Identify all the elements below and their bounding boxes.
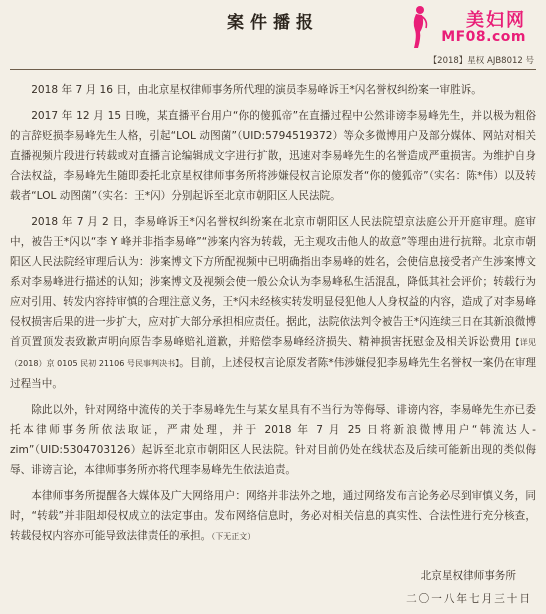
reminder-text: 本律师事务所提醒各大媒体及广大网络用户：网络并非法外之地，通过网络发布言论务必尽到审慎义务，同时，“转载”并非阻却侵权成立的法定事由。发布网络信息时，务必对相关信息的真实性、合法性进行充分核查，转载侵权内容亦可能导致法律责任的承担。 <box>10 490 536 542</box>
no-more-text-note: （下无正文） <box>211 532 256 541</box>
trial-text: 2018 年 7 月 2 日，李易峰诉王*闪名誉权纠纷案在北京市朝阳区人民法院望京法庭公开开庭审理。庭审中，被告王*闪以“李 Y 峰并非指李易峰”“涉案内容为转载，无主观攻击他人的故意”等理由进行抗辩。北京市朝阳区人民法院经审理后认为：涉案博文下方所配视频中已明确指出李易峰的姓名，会使信息接受者产生涉案博文系对李易峰进行描述的认知；涉案博文及视频会使一般公众认为李易峰私生活混乱，降低其社会评价；转载行为应对引用、转发内容持审慎的合理注意义务，王*闪未经核实转发明显侵犯他人人身权益的内容，造成了对李易峰侵权损害后果的进一步扩大，应对扩大部分承担相应责任。据此，法院依法判令被告王*闪连续三日在其新浪微博首页置顶发表致歉声明向原告李易峰赔礼道歉，并赔偿李易峰经济损失、精神损害抚慰金及相关诉讼费用 <box>10 216 536 348</box>
trial-text-end: 。目前，上述侵权言论原发者陈*伟涉嫌侵犯李易峰先生名誉权一案仍在审理过程当中。 <box>10 357 536 390</box>
paragraph-background: 2017 年 12 月 15 日晚，某直播平台用户“你的傻狐帝”在直播过程中公然诽谤李易峰先生，并以极为粗俗的言辞贬损李易峰先生人格，引起“LOL 动图菌”（UID:5794519372）等众多微博用户及部分媒体、网站对相关直播视频片段进行转载或对直播言论编辑成文字进行扩散，迅速对李易峰先生的名誉造成严重损害。为维护自身合法权益，李易峰先生随即委托北京星权律师事务所将涉嫌侵权言论原发者“你的傻狐帝”（实名：陈*伟）以及转载者“LOL 动图菌”（实名：王*闪）分别起诉至北京市朝阳区人民法院。 <box>10 110 536 202</box>
case-reference: 【详见（2018）京 0105 民初 21106 号民事判决书】 <box>10 338 537 368</box>
header-divider <box>10 69 536 70</box>
logo-text-domain: MF08.com <box>441 29 526 45</box>
announcement-body <box>10 80 536 553</box>
issue-date: 二〇一八年七月三十日 <box>406 593 532 605</box>
page-title: 案件播报 <box>227 13 319 33</box>
logo-text-main: 美妇网 <box>466 10 526 31</box>
law-firm-signature: 北京星权律师事务所 <box>420 570 516 582</box>
paragraph-trial <box>10 212 536 394</box>
paragraph-verdict: 2018 年 7 月 16 日，由北京星权律师事务所代理的演员李易峰诉王*闪名誉权纠纷案一审胜诉。 <box>31 84 482 96</box>
paragraph-other-actions: 除此以外，针对网络中流传的关于李易峰先生与某女星具有不当行为等侮辱、诽谤内容，李易峰先生亦已委托本律师事务所依法取证，严肃处理，并于 2018 年 7 月 25 日将新浪微博用户“韩流达人-zim”（UID:5304703126）起诉至北京市朝阳区人民法院。针对目前仍处在线状态及后续可能新出现的类似侮辱、诽谤言论，本律师事务所亦将代理李易峰先生依法追责。 <box>10 404 536 476</box>
document-number: 【2018】星权 AJB8012 号 <box>428 56 534 66</box>
paragraph-reminder <box>10 486 536 547</box>
